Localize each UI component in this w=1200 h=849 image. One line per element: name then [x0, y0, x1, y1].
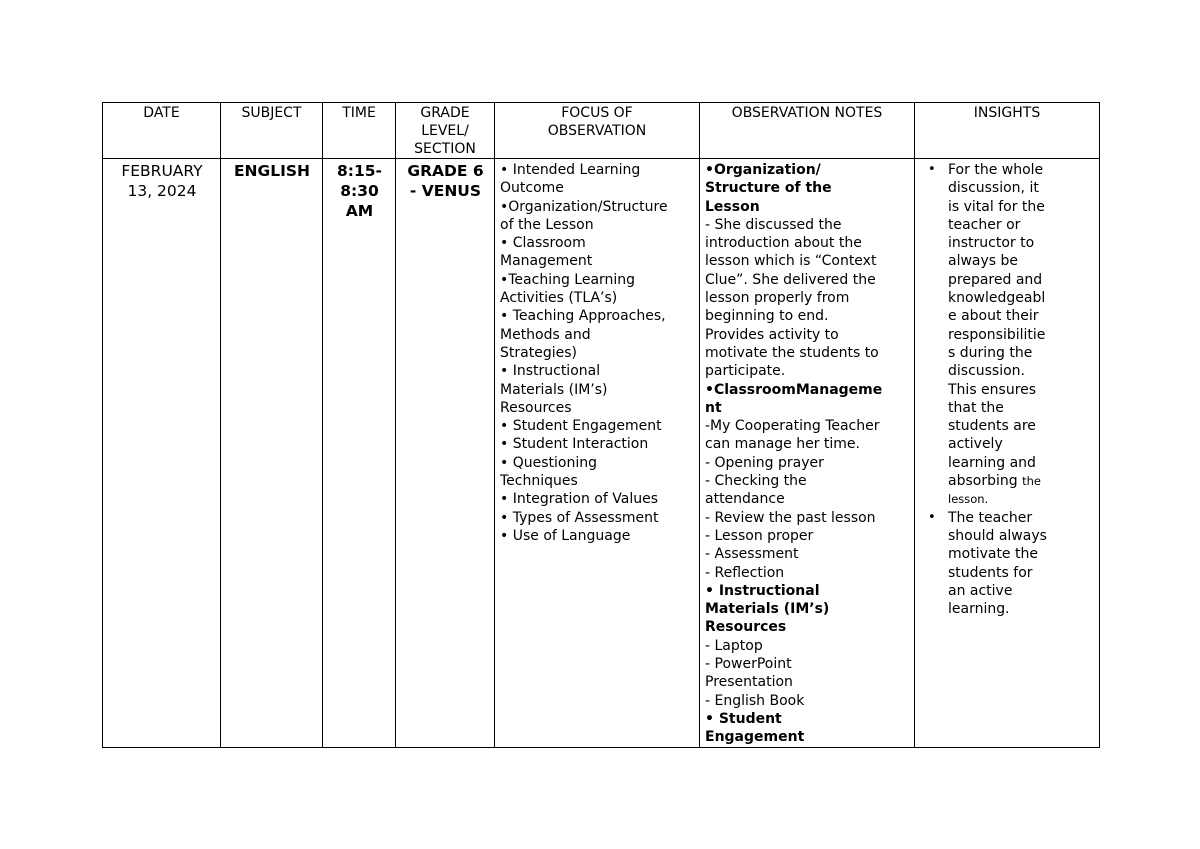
focus-item-line: • Integration of Values [500, 491, 658, 508]
focus-item-line: • Questioning [500, 454, 597, 471]
focus-item-line: • Student Interaction [500, 436, 649, 453]
notes-text-line: - Checking the [705, 473, 807, 490]
focus-item-line: • Types of Assessment [500, 509, 659, 526]
notes-heading-line: Lesson [705, 198, 760, 215]
insight-line [948, 472, 1095, 490]
insight-line: • The teacher [948, 509, 1033, 526]
time-line: 8:30 [340, 182, 379, 200]
insight-line: learning. [948, 601, 1010, 618]
notes-text-line: motivate the students to [705, 344, 879, 361]
insight-line: knowledgeabl [948, 290, 1046, 307]
header-grade-line: LEVEL/ [421, 123, 469, 139]
notes-text-line: beginning to end. [705, 308, 829, 325]
focus-item-line: Management [500, 253, 593, 270]
insight-line: learning and [948, 454, 1036, 471]
notes-heading-line: • Instructional [705, 582, 820, 599]
notes-heading-line: Resources [705, 619, 787, 636]
notes-text-line: - Review the past lesson [705, 509, 876, 526]
notes-heading-line: •Organization/ [705, 162, 821, 178]
insight-line: e about their [948, 308, 1039, 325]
cell-date [103, 159, 221, 748]
insight-line: students for [948, 564, 1033, 581]
focus-item-line: of the Lesson [500, 216, 594, 233]
cell-insights [915, 159, 1100, 748]
notes-text-line: Provides activity to [705, 326, 839, 343]
header-grade-level-section [396, 103, 495, 159]
header-focus-of-observation [495, 103, 700, 159]
insight-line: teacher or [948, 216, 1021, 233]
time-line: AM [345, 202, 374, 220]
notes-text-line: Clue”. She delivered the [705, 271, 876, 288]
table-row [103, 159, 1100, 748]
insight-line: responsibilitie [948, 326, 1046, 343]
header-time: TIME [323, 103, 396, 159]
insight-text: absorbing [948, 473, 1023, 490]
header-subject: SUBJECT [221, 103, 323, 159]
focus-item-line: •Teaching Learning [500, 271, 636, 288]
insight-line: students are [948, 418, 1036, 435]
notes-text-line: - English Book [705, 692, 805, 709]
insight-line: is vital for the [948, 198, 1045, 215]
notes-text-line: - Opening prayer [705, 454, 824, 471]
insight-line: motivate the [948, 546, 1038, 563]
cell-subject [221, 159, 323, 748]
notes-heading-line: Engagement [705, 729, 805, 746]
insight-item [920, 509, 1095, 619]
header-date: DATE [103, 103, 221, 159]
focus-item-line: • Use of Language [500, 527, 631, 544]
focus-item-line: Methods and [500, 326, 591, 343]
insight-line: s during the [948, 344, 1033, 361]
notes-text-line: Presentation [705, 674, 793, 691]
cell-time [323, 159, 396, 748]
notes-text-line: - She discussed the [705, 216, 842, 233]
insight-line: discussion, it [948, 180, 1039, 197]
focus-item-line: Materials (IM’s) [500, 381, 608, 398]
insight-item [920, 161, 1095, 509]
header-row [103, 103, 1100, 159]
header-observation-notes: OBSERVATION NOTES [700, 103, 915, 159]
insight-line: always be [948, 253, 1019, 270]
focus-item-line: • Instructional [500, 363, 601, 380]
insights-list [920, 161, 1095, 618]
focus-item-line: Resources [500, 399, 572, 416]
time-line: 8:15- [337, 162, 382, 180]
notes-text-line: lesson properly from [705, 290, 850, 307]
date-line: 13, 2024 [127, 182, 197, 200]
header-grade-line: SECTION [414, 141, 476, 157]
cell-grade-section [396, 159, 495, 748]
notes-text-line: - Lesson proper [705, 527, 814, 544]
date-line: FEBRUARY [121, 162, 203, 180]
header-insights: INSIGHTS [915, 103, 1100, 159]
focus-item-line: •Organization/Structure [500, 198, 668, 215]
insight-line: that the [948, 399, 1004, 416]
subject-text: ENGLISH [233, 162, 311, 180]
insight-line: an active [948, 582, 1013, 599]
notes-text-line: can manage her time. [705, 436, 860, 453]
notes-text-line: participate. [705, 363, 786, 380]
insight-line: actively [948, 436, 1003, 453]
notes-heading-line: nt [705, 399, 722, 416]
focus-item-line: Techniques [500, 473, 578, 490]
insight-line: This ensures [948, 381, 1037, 398]
notes-heading-line: •ClassroomManageme [705, 381, 883, 398]
insight-line: discussion. [948, 363, 1026, 380]
observation-table [102, 102, 1100, 748]
notes-text-line: - Reflection [705, 564, 785, 581]
grade-line: GRADE 6 [407, 162, 484, 180]
notes-heading-line: • Student [705, 710, 782, 727]
insight-text-small: the [1022, 474, 1041, 489]
focus-item-line: Strategies) [500, 344, 577, 361]
notes-text-line: - Laptop [705, 637, 763, 654]
insight-line: • For the whole [948, 162, 1044, 178]
notes-text-line: - PowerPoint [705, 656, 792, 673]
notes-text-line: - Assessment [705, 546, 799, 563]
notes-heading-line: Materials (IM’s) [705, 601, 830, 618]
header-focus-line: FOCUS OF [561, 105, 633, 121]
header-grade-line: GRADE [420, 105, 470, 121]
focus-item-line: Activities (TLA’s) [500, 290, 618, 307]
header-focus-line: OBSERVATION [547, 123, 647, 139]
notes-text-line: introduction about the [705, 235, 862, 252]
insight-text-small: lesson. [948, 492, 989, 507]
notes-text-line: -My Cooperating Teacher [705, 418, 880, 435]
notes-text-line: lesson which is “Context [705, 253, 877, 270]
focus-item-line: • Teaching Approaches, [500, 308, 666, 325]
focus-item-line: • Student Engagement [500, 418, 662, 435]
notes-heading-line: Structure of the [705, 180, 832, 197]
cell-focus-of-observation [495, 159, 700, 748]
insight-line: should always [948, 527, 1047, 544]
focus-item-line: Outcome [500, 180, 564, 197]
focus-item-line: • Intended Learning [500, 162, 641, 178]
grade-line: - VENUS [409, 182, 482, 200]
insight-line: instructor to [948, 235, 1035, 252]
focus-item-line: • Classroom [500, 235, 586, 252]
cell-observation-notes [700, 159, 915, 748]
notes-text-line: attendance [705, 491, 785, 508]
insight-line: prepared and [948, 271, 1043, 288]
